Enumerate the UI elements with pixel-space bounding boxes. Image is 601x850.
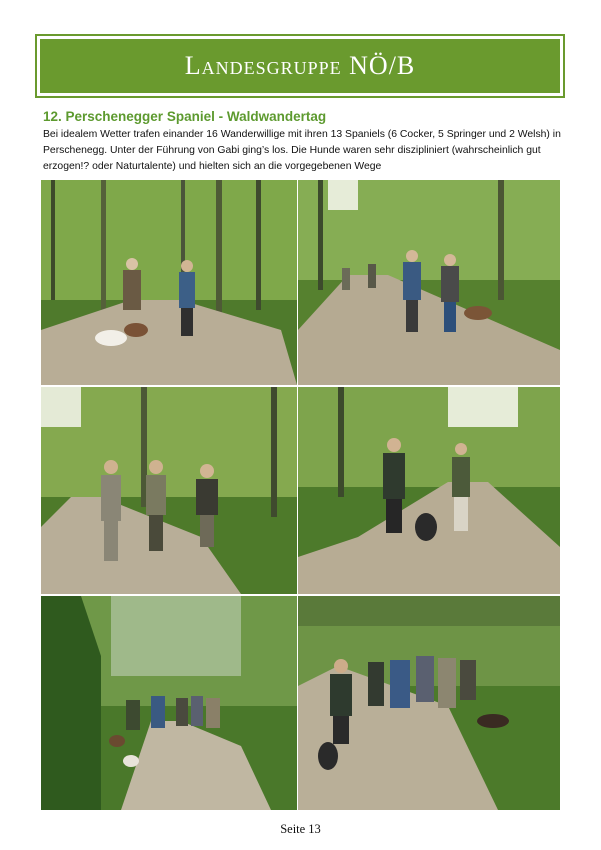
- photo-two-hikers-with-dog: [298, 387, 560, 594]
- photo-hikers-with-dogs-on-forest-path: [41, 180, 297, 385]
- photo-group-walking-with-spaniels: [298, 596, 560, 810]
- section-title: Landesgruppe NÖ/B: [184, 51, 416, 80]
- article-title: 12. Perschenegger Spaniel - Waldwandertag: [43, 109, 327, 124]
- page-number: Seite 13: [280, 822, 321, 836]
- photo-men-with-hiking-poles: [41, 387, 297, 594]
- photo-group-walking-on-forest-road: [298, 180, 560, 385]
- photo-group-in-valley-path: [41, 596, 297, 810]
- section-banner: [37, 36, 563, 96]
- article-body: Bei idealem Wetter trafen einander 16 Wanderwillige mit ihren 13 Spaniels (6 Cocker, 5 Springer und 2 Welsh) in Perschenegg. Unter der Führung von Gabi ging’s los. Die Hunde waren sehr diszipliniert (wahrscheinlich gut erzogen!? oder Naturtalente) und hielten sich an die vorgegebenen Wege: [43, 129, 561, 172]
